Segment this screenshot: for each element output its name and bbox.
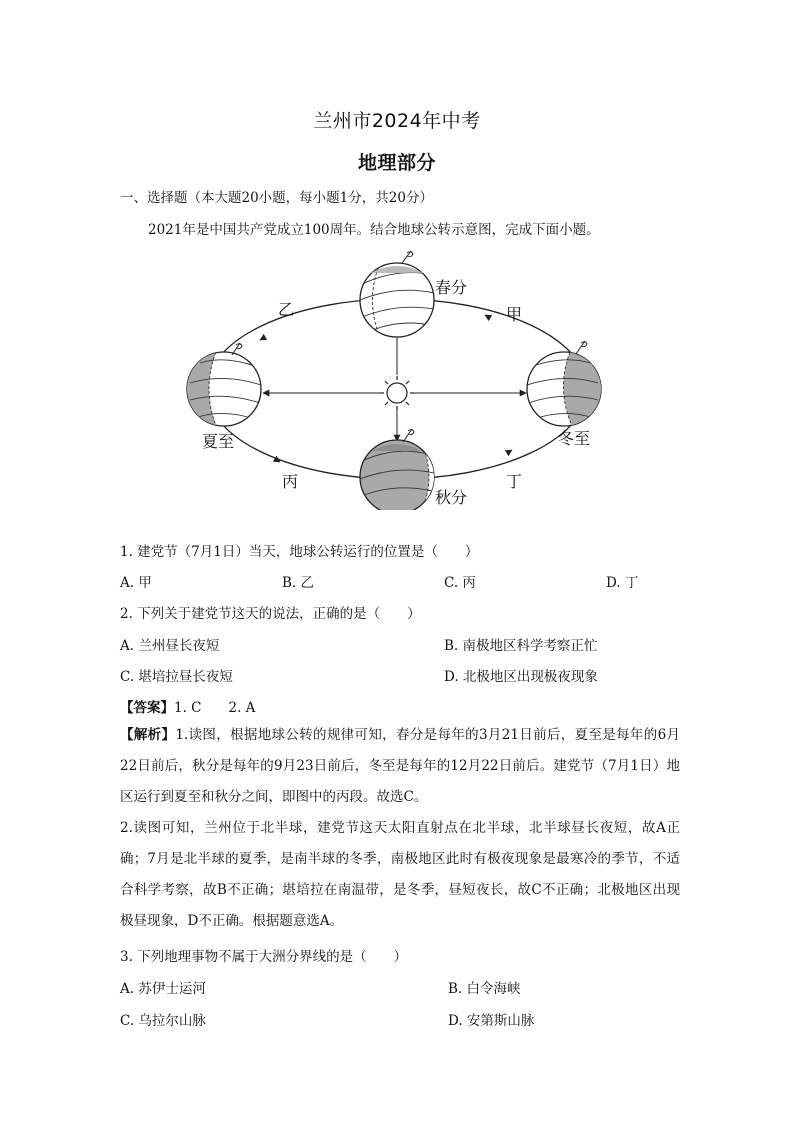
question-2-option-a[interactable]: A. 兰州昼长夜短 — [120, 638, 220, 654]
section-heading: 一、选择题（本大题20小题，每小题1分，共20分） — [120, 190, 433, 206]
sun-icon — [380, 376, 414, 410]
answer-text: 1. C 2. A — [174, 700, 256, 716]
question-1-stem: 1. 建党节（7月1日）当天，地球公转运行的位置是（ ） — [120, 544, 479, 560]
question-3-option-a[interactable]: A. 苏伊士运河 — [120, 981, 206, 997]
answer-line — [120, 696, 255, 716]
label-yi: 乙 — [278, 300, 295, 319]
label-bing: 丙 — [282, 472, 299, 491]
question-3-option-b[interactable]: B. 白令海峡 — [448, 981, 521, 997]
earth-winter — [527, 341, 601, 426]
label-autumn: 秋分 — [435, 488, 468, 507]
analysis-text-1: 1.读图，根据地球公转的规律可知，春分是每年的3月21日前后，夏至是每年的6月22日前后，秋分是每年的9月23日前后，冬至是每年的12月22日前后。建党节（7月1日）地区运行到夏至和秋分之间，即图中的丙段。故选C。 — [120, 727, 680, 805]
question-3-option-d[interactable]: D. 安第斯山脉 — [448, 1013, 535, 1029]
orbit-arrow-bing — [250, 443, 280, 462]
analysis-paragraph-1 — [120, 720, 680, 813]
label-spring: 春分 — [435, 278, 468, 297]
analysis-paragraph-2 — [120, 813, 680, 937]
earth-revolution-diagram — [180, 245, 610, 510]
section-intro: 2021年是中国共产党成立100周年。结合地球公转示意图，完成下面小题。 — [148, 222, 600, 238]
analysis-label: 【解析】 — [120, 727, 176, 743]
question-3-option-c[interactable]: C. 乌拉尔山脉 — [120, 1013, 206, 1029]
label-summer: 夏至 — [202, 432, 235, 451]
orbit-arrow-yi — [260, 317, 300, 340]
question-1-option-b[interactable]: B. 乙 — [282, 575, 315, 591]
earth-autumn — [360, 429, 440, 510]
question-2-option-c[interactable]: C. 堪培拉昼长夜短 — [120, 669, 233, 685]
question-2-option-b[interactable]: B. 南极地区科学考察正忙 — [444, 638, 598, 654]
question-1-option-d[interactable]: D. 丁 — [606, 575, 639, 591]
page-title: 兰州市2024年中考 — [313, 110, 481, 132]
earth-spring — [360, 251, 434, 337]
page-subtitle: 地理部分 — [357, 152, 436, 174]
earth-summer — [187, 343, 261, 426]
question-2-option-d[interactable]: D. 北极地区出现极夜现象 — [444, 669, 598, 685]
question-1-option-a[interactable]: A. 甲 — [120, 575, 152, 591]
question-3-stem: 3. 下列地理事物不属于大洲分界线的是（ ） — [120, 949, 408, 965]
label-jia: 甲 — [506, 305, 523, 324]
question-2-stem: 2. 下列关于建党节这天的说法，正确的是（ ） — [120, 606, 421, 622]
answer-label: 【答案】 — [120, 700, 174, 716]
label-winter: 冬至 — [558, 429, 591, 448]
question-1-option-c[interactable]: C. 丙 — [444, 575, 476, 591]
label-ding: 丁 — [506, 472, 523, 491]
analysis-text-2: 2.读图可知，兰州位于北半球，建党节这天太阳直射点在北半球，北半球昼长夜短，故A正确；7月是北半球的夏季，是南半球的冬季，南极地区此时有极夜现象是最寒冷的季节，不适合科学考察，故B不正确；堪培拉在南温带，是冬季，昼短夜长，故C不正确；北极地区出现极昼现象，D不正确。根据题意选A。 — [120, 820, 680, 929]
